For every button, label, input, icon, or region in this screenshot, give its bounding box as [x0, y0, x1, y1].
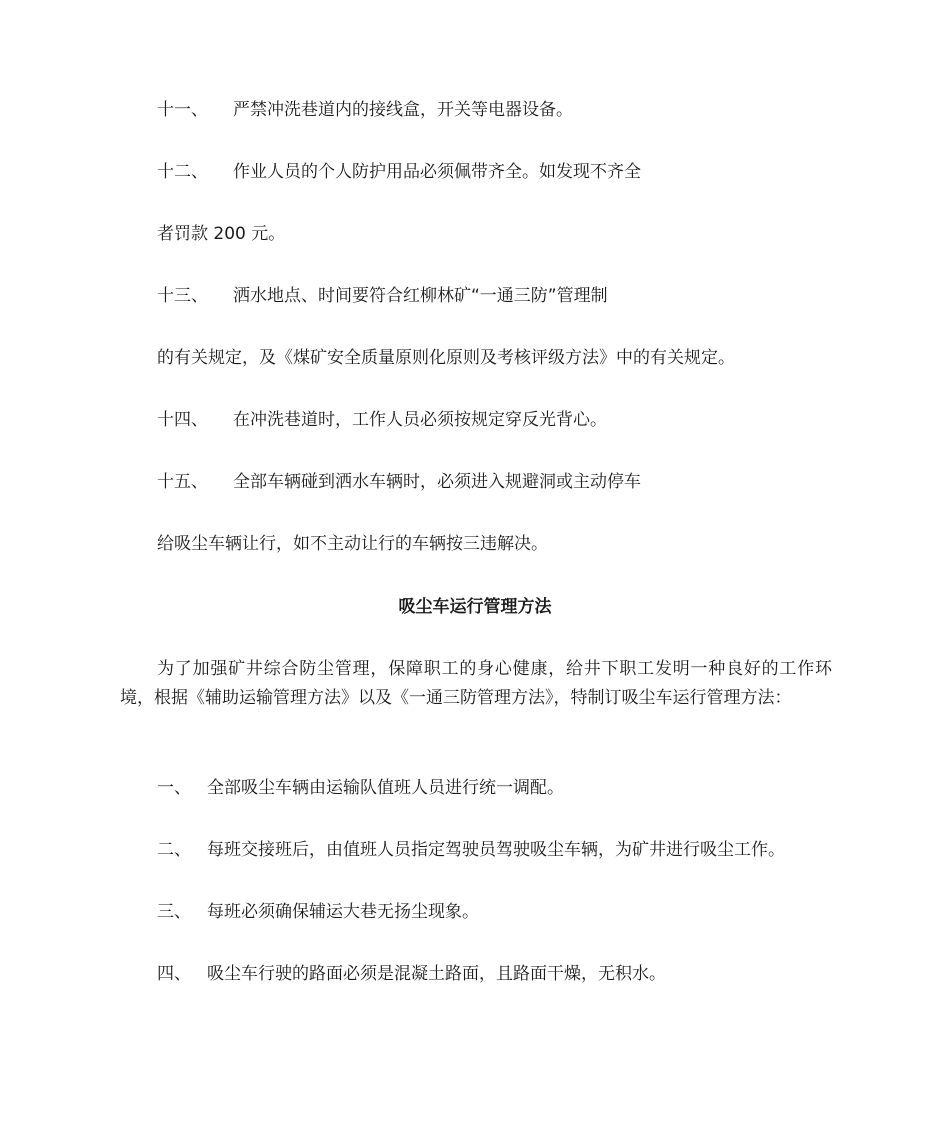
- rule-item-11: [157, 100, 573, 120]
- list-text: 全部吸尘车辆由运输队值班人员进行统一调配。: [207, 778, 564, 798]
- list-item-2: [157, 840, 785, 860]
- rule-item-15: [157, 472, 641, 492]
- rule-text: 在冲洗巷道时，工作人员必须按规定穿反光背心。: [233, 410, 607, 430]
- rule-number: 十三、: [157, 286, 208, 306]
- list-number: 四、: [157, 964, 191, 984]
- rule-item-13-continuation: 的有关规定，及《煤矿安全质量原则化原则及考核评级方法》中的有关规定。: [157, 348, 735, 368]
- rule-item-14: [157, 410, 607, 430]
- rule-item-15-continuation: 给吸尘车辆让行，如不主动让行的车辆按三违解决。: [157, 534, 548, 554]
- list-item-1: [157, 778, 564, 798]
- list-item-3: [157, 902, 479, 922]
- rule-number: 十四、: [157, 410, 208, 430]
- section-title: 吸尘车运行管理方法: [398, 597, 552, 617]
- rule-item-12-continuation: 者罚款 200 元。: [157, 224, 286, 244]
- intro-paragraph: 为了加强矿井综合防尘管理，保障职工的身心健康，给井下职工发明一种良好的工作环境，根据《辅助运输管理方法》以及《一通三防管理方法》，特制订吸尘车运行管理方法：: [120, 659, 832, 708]
- rule-number: 十一、: [157, 100, 208, 120]
- list-text: 每班交接班后，由值班人员指定驾驶员驾驶吸尘车辆，为矿井进行吸尘工作。: [207, 840, 785, 860]
- list-text: 每班必须确保辅运大巷无扬尘现象。: [207, 902, 479, 922]
- rule-text: 全部车辆碰到洒水车辆时，必须进入规避洞或主动停车: [233, 472, 641, 492]
- list-number: 三、: [157, 902, 191, 922]
- rule-number: 十五、: [157, 472, 208, 492]
- rule-text: 洒水地点、时间要符合红柳林矿“一通三防”管理制: [233, 286, 608, 306]
- list-item-4: [157, 964, 666, 984]
- rule-text: 严禁冲洗巷道内的接线盒，开关等电器设备。: [233, 100, 573, 120]
- list-number: 二、: [157, 840, 191, 860]
- rule-item-13: [157, 286, 608, 306]
- list-text: 吸尘车行驶的路面必须是混凝土路面，且路面干燥，无积水。: [207, 964, 666, 984]
- rule-number: 十二、: [157, 162, 208, 182]
- rule-item-12: [157, 162, 641, 182]
- rule-text: 作业人员的个人防护用品必须佩带齐全。如发现不齐全: [233, 162, 641, 182]
- list-number: 一、: [157, 778, 191, 798]
